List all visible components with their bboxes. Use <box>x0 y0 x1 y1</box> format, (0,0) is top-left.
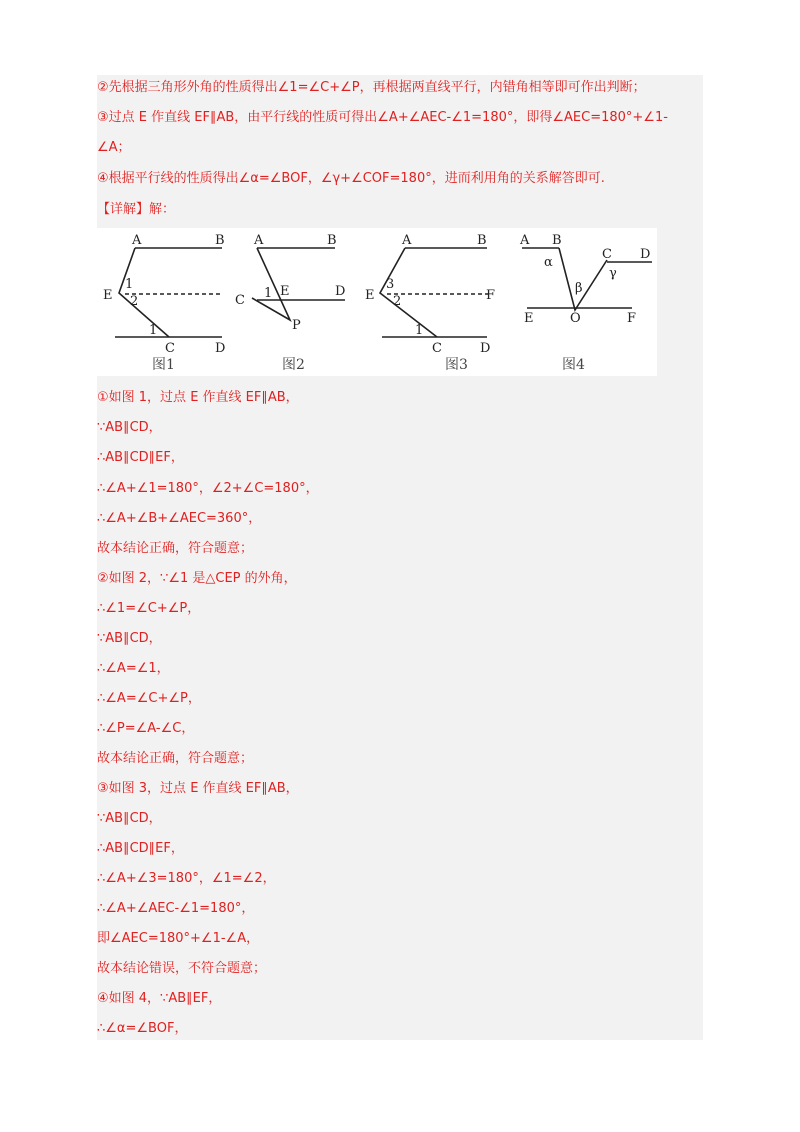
solution-line: ∴AB∥CD∥EF， <box>97 450 184 465</box>
geometry-figure <box>97 228 657 376</box>
fig3-label-f: F <box>486 288 496 303</box>
solution-line: ∴∠A+∠B+∠AEC=360°， <box>97 511 262 526</box>
fig4-label-a: A <box>520 233 530 248</box>
fig3-label-1: 1 <box>415 323 424 338</box>
fig4-label-beta: β <box>575 281 583 296</box>
fig4-label-gamma: γ <box>609 266 617 281</box>
solution-line: 故本结论正确，符合题意； <box>97 751 254 766</box>
fig3-label-2: 2 <box>393 294 402 309</box>
caption-fig1: 图1 <box>152 357 175 373</box>
fig4-label-f: F <box>627 311 637 326</box>
fig2-label-p: P <box>292 318 301 333</box>
hint-line-3-cont: ∠A； <box>97 140 131 155</box>
solution-line: 故本结论错误，不符合题意； <box>97 961 267 976</box>
fig2-label-1: 1 <box>264 286 273 301</box>
fig3-label-d: D <box>480 341 491 356</box>
fig1-label-e: E <box>103 288 113 303</box>
hint-line-4: ④根据平行线的性质得出∠α=∠BOF，∠γ+∠COF=180°，进而利用角的关系解答即可. <box>97 171 605 186</box>
fig3-label-a: A <box>402 233 412 248</box>
hint-line-3: ③过点 E 作直线 EF∥AB，由平行线的性质可得出∠A+∠AEC-∠1=180°，即得∠AEC=180°+∠1- <box>97 110 668 125</box>
solution-line: ∴∠1=∠C+∠P， <box>97 601 201 616</box>
fig4-label-b: B <box>552 233 562 248</box>
solution-line: ∴∠A=∠1， <box>97 661 170 676</box>
fig4-label-alpha: α <box>544 255 553 270</box>
solution-line: ③如图 3，过点 E 作直线 EF∥AB， <box>97 781 299 796</box>
fig4-label-d: D <box>640 247 651 262</box>
solution-line: ∵AB∥CD， <box>97 631 162 646</box>
fig4-label-o: O <box>570 311 581 326</box>
fig1-label-c: C <box>165 341 175 356</box>
fig2-label-d: D <box>335 284 346 299</box>
fig1-label-a: A <box>132 233 142 248</box>
solution-line: ④如图 4，∵AB∥EF， <box>97 991 222 1006</box>
solution-line: ∴∠A+∠3=180°，∠1=∠2， <box>97 871 276 886</box>
solution-line: ①如图 1，过点 E 作直线 EF∥AB， <box>97 390 299 405</box>
fig2-label-b: B <box>327 233 337 248</box>
fig1-label-2: 2 <box>130 294 139 309</box>
hint-line-2: ②先根据三角形外角的性质得出∠1=∠C+∠P，再根据两直线平行，内错角相等即可作出判断； <box>97 80 646 95</box>
caption-fig2: 图2 <box>282 357 305 373</box>
caption-fig4: 图4 <box>562 357 585 373</box>
fig1-label-b: B <box>215 233 225 248</box>
solution-line: ∴∠P=∠A-∠C， <box>97 721 195 736</box>
fig3-label-e: E <box>365 288 375 303</box>
solution-line: 故本结论正确，符合题意； <box>97 541 254 556</box>
solution-line: 即∠AEC=180°+∠1-∠A， <box>97 931 260 946</box>
fig2-label-e: E <box>280 284 290 299</box>
fig3-label-c: C <box>432 341 442 356</box>
solution-line: ∴∠A+∠1=180°，∠2+∠C=180°， <box>97 481 319 496</box>
solution-line: ∴∠α=∠BOF， <box>97 1021 188 1036</box>
solution-line: ∴AB∥CD∥EF， <box>97 841 184 856</box>
fig2-label-a: A <box>254 233 264 248</box>
detail-label: 【详解】解： <box>97 202 176 217</box>
fig1-label-1b: 1 <box>149 323 158 338</box>
solution-line: ∵AB∥CD， <box>97 420 162 435</box>
caption-fig3: 图3 <box>445 357 468 373</box>
fig1-label-1: 1 <box>125 277 134 292</box>
fig1-label-d: D <box>215 341 226 356</box>
fig2-label-c: C <box>235 293 245 308</box>
solution-line: ∵AB∥CD， <box>97 811 162 826</box>
fig4-label-c: C <box>602 247 612 262</box>
fig3-label-3: 3 <box>386 277 395 292</box>
fig3-label-b: B <box>477 233 487 248</box>
fig4-label-e: E <box>524 311 534 326</box>
solution-line: ②如图 2，∵∠1 是△CEP 的外角， <box>97 571 297 586</box>
solution-line: ∴∠A=∠C+∠P， <box>97 691 201 706</box>
solution-line: ∴∠A+∠AEC-∠1=180°， <box>97 901 255 916</box>
